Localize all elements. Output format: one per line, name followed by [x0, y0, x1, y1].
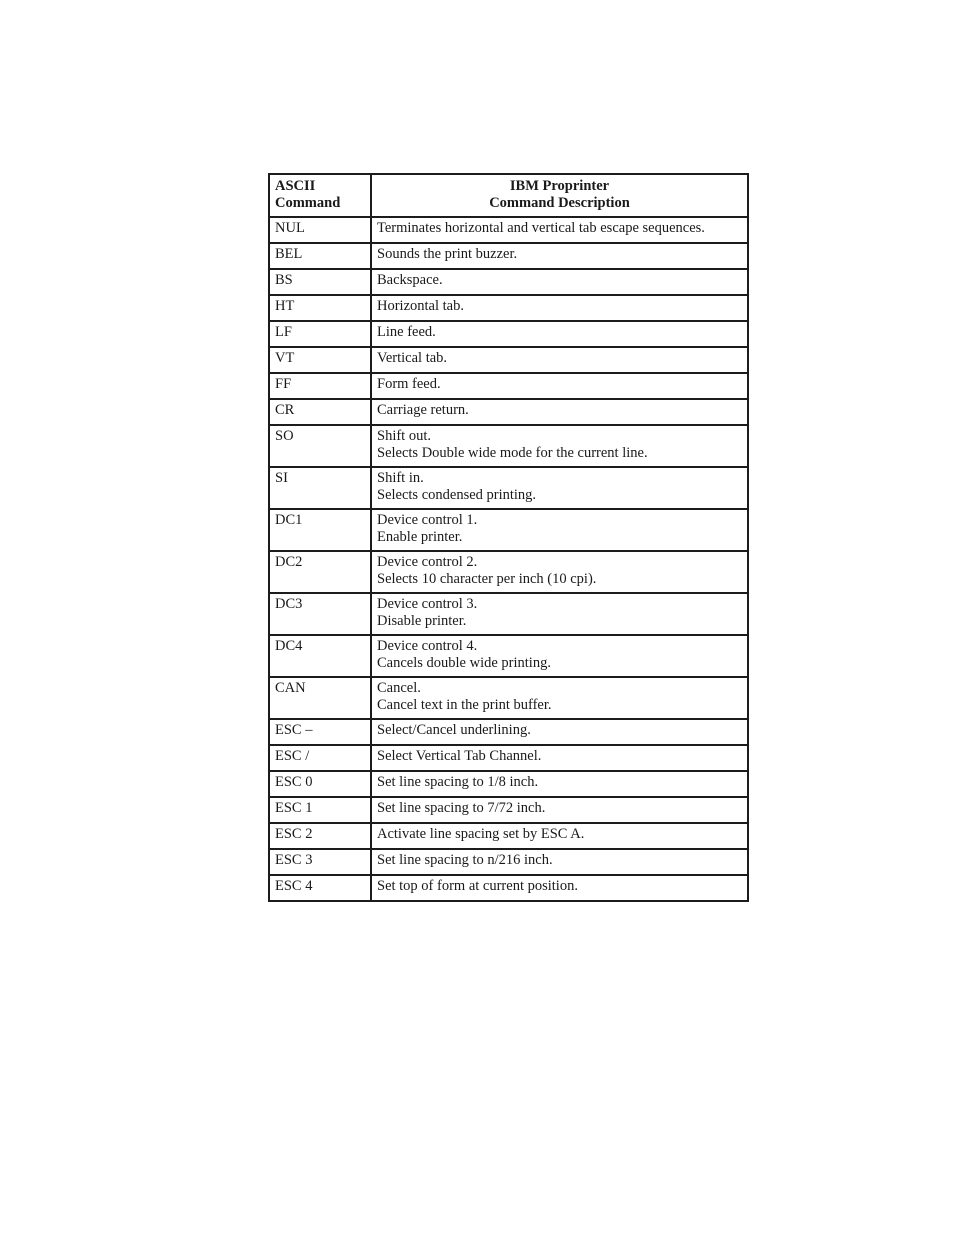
description-line: Form feed. — [377, 376, 441, 392]
table-row — [269, 797, 748, 823]
description-cell — [371, 425, 748, 467]
command-code: SI — [275, 470, 288, 486]
description-cell — [371, 849, 748, 875]
command-cell — [269, 875, 371, 901]
description-line: Device control 2. — [377, 554, 478, 570]
description-cell — [371, 745, 748, 771]
table-row — [269, 719, 748, 745]
description-line: Line feed. — [377, 324, 436, 340]
command-cell — [269, 217, 371, 243]
command-code: BS — [275, 272, 293, 288]
description-cell — [371, 399, 748, 425]
command-cell — [269, 509, 371, 551]
command-code: ESC 3 — [275, 852, 313, 868]
description-line: Cancels double wide printing. — [377, 655, 551, 671]
description-cell — [371, 797, 748, 823]
command-cell — [269, 373, 371, 399]
table-row — [269, 849, 748, 875]
description-line: Selects 10 character per inch (10 cpi). — [377, 571, 597, 587]
command-cell — [269, 467, 371, 509]
table-body — [269, 217, 748, 901]
description-line: Selects condensed printing. — [377, 487, 537, 503]
description-line: Set line spacing to n/216 inch. — [377, 852, 553, 868]
command-code: HT — [275, 298, 295, 314]
command-code: VT — [275, 350, 295, 366]
description-line: Device control 4. — [377, 638, 478, 654]
description-cell — [371, 551, 748, 593]
description-cell — [371, 509, 748, 551]
command-code: DC4 — [275, 638, 303, 654]
command-code: ESC 0 — [275, 774, 313, 790]
header-description-line: Command Description — [489, 195, 630, 211]
description-cell — [371, 823, 748, 849]
table-row — [269, 347, 748, 373]
table-row — [269, 321, 748, 347]
description-line: Set top of form at current position. — [377, 878, 578, 894]
description-cell — [371, 321, 748, 347]
command-cell — [269, 321, 371, 347]
command-cell — [269, 347, 371, 373]
table-row — [269, 823, 748, 849]
header-command-line: Command — [275, 195, 341, 211]
description-line: Enable printer. — [377, 529, 463, 545]
command-code: SO — [275, 428, 294, 444]
description-line: Activate line spacing set by ESC A. — [377, 826, 585, 842]
command-cell — [269, 635, 371, 677]
table-header-row — [269, 174, 748, 217]
command-code: ESC 1 — [275, 800, 313, 816]
description-line: Device control 3. — [377, 596, 478, 612]
command-cell — [269, 269, 371, 295]
description-line: Carriage return. — [377, 402, 469, 418]
description-line: Disable printer. — [377, 613, 467, 629]
command-cell — [269, 551, 371, 593]
command-code: CAN — [275, 680, 306, 696]
command-cell — [269, 677, 371, 719]
table-row — [269, 509, 748, 551]
table-row — [269, 635, 748, 677]
description-cell — [371, 243, 748, 269]
command-code: ESC 2 — [275, 826, 313, 842]
description-line: Shift in. — [377, 470, 424, 486]
table-row — [269, 593, 748, 635]
command-code: ESC 4 — [275, 878, 313, 894]
table-row — [269, 243, 748, 269]
description-cell — [371, 719, 748, 745]
description-line: Vertical tab. — [377, 350, 448, 366]
description-line: Cancel text in the print buffer. — [377, 697, 552, 713]
table-row — [269, 875, 748, 901]
table-row — [269, 467, 748, 509]
table-row — [269, 425, 748, 467]
command-code: DC1 — [275, 512, 303, 528]
command-table — [268, 173, 749, 902]
command-cell — [269, 425, 371, 467]
command-cell — [269, 823, 371, 849]
description-cell — [371, 295, 748, 321]
header-proprinter-line: IBM Proprinter — [509, 178, 610, 194]
description-line: Cancel. — [377, 680, 421, 696]
command-code: CR — [275, 402, 295, 418]
description-cell — [371, 875, 748, 901]
description-line: Device control 1. — [377, 512, 478, 528]
description-cell — [371, 217, 748, 243]
description-cell — [371, 635, 748, 677]
table-row — [269, 771, 748, 797]
description-line: Sounds the print buzzer. — [377, 246, 518, 262]
table-row — [269, 295, 748, 321]
description-cell — [371, 269, 748, 295]
table-row — [269, 551, 748, 593]
description-line: Selects Double wide mode for the current line. — [377, 445, 648, 461]
command-cell — [269, 295, 371, 321]
command-cell — [269, 593, 371, 635]
table-row — [269, 217, 748, 243]
description-line: Terminates horizontal and vertical tab escape sequences. — [377, 220, 705, 236]
header-ascii-line: ASCII — [275, 178, 316, 194]
description-line: Set line spacing to 7/72 inch. — [377, 800, 546, 816]
description-cell — [371, 347, 748, 373]
table-row — [269, 677, 748, 719]
command-code: FF — [275, 376, 292, 392]
description-line: Select Vertical Tab Channel. — [377, 748, 542, 764]
description-line: Horizontal tab. — [377, 298, 464, 314]
command-cell — [269, 849, 371, 875]
command-code: ESC – — [275, 722, 313, 738]
description-cell — [371, 593, 748, 635]
table-row — [269, 745, 748, 771]
description-line: Set line spacing to 1/8 inch. — [377, 774, 539, 790]
command-cell — [269, 243, 371, 269]
header-command-description — [371, 174, 748, 217]
command-code: DC3 — [275, 596, 303, 612]
description-cell — [371, 771, 748, 797]
command-code: BEL — [275, 246, 303, 262]
command-cell — [269, 797, 371, 823]
description-cell — [371, 373, 748, 399]
command-code: LF — [275, 324, 292, 340]
description-cell — [371, 677, 748, 719]
command-cell — [269, 771, 371, 797]
table-row — [269, 399, 748, 425]
command-cell — [269, 745, 371, 771]
table-row — [269, 269, 748, 295]
command-cell — [269, 399, 371, 425]
description-line: Select/Cancel underlining. — [377, 722, 531, 738]
command-code: NUL — [275, 220, 305, 236]
table-row — [269, 373, 748, 399]
header-ascii-command — [269, 174, 371, 217]
command-code: DC2 — [275, 554, 303, 570]
description-line: Shift out. — [377, 428, 431, 444]
command-cell — [269, 719, 371, 745]
description-line: Backspace. — [377, 272, 443, 288]
command-code: ESC / — [275, 748, 310, 764]
description-cell — [371, 467, 748, 509]
